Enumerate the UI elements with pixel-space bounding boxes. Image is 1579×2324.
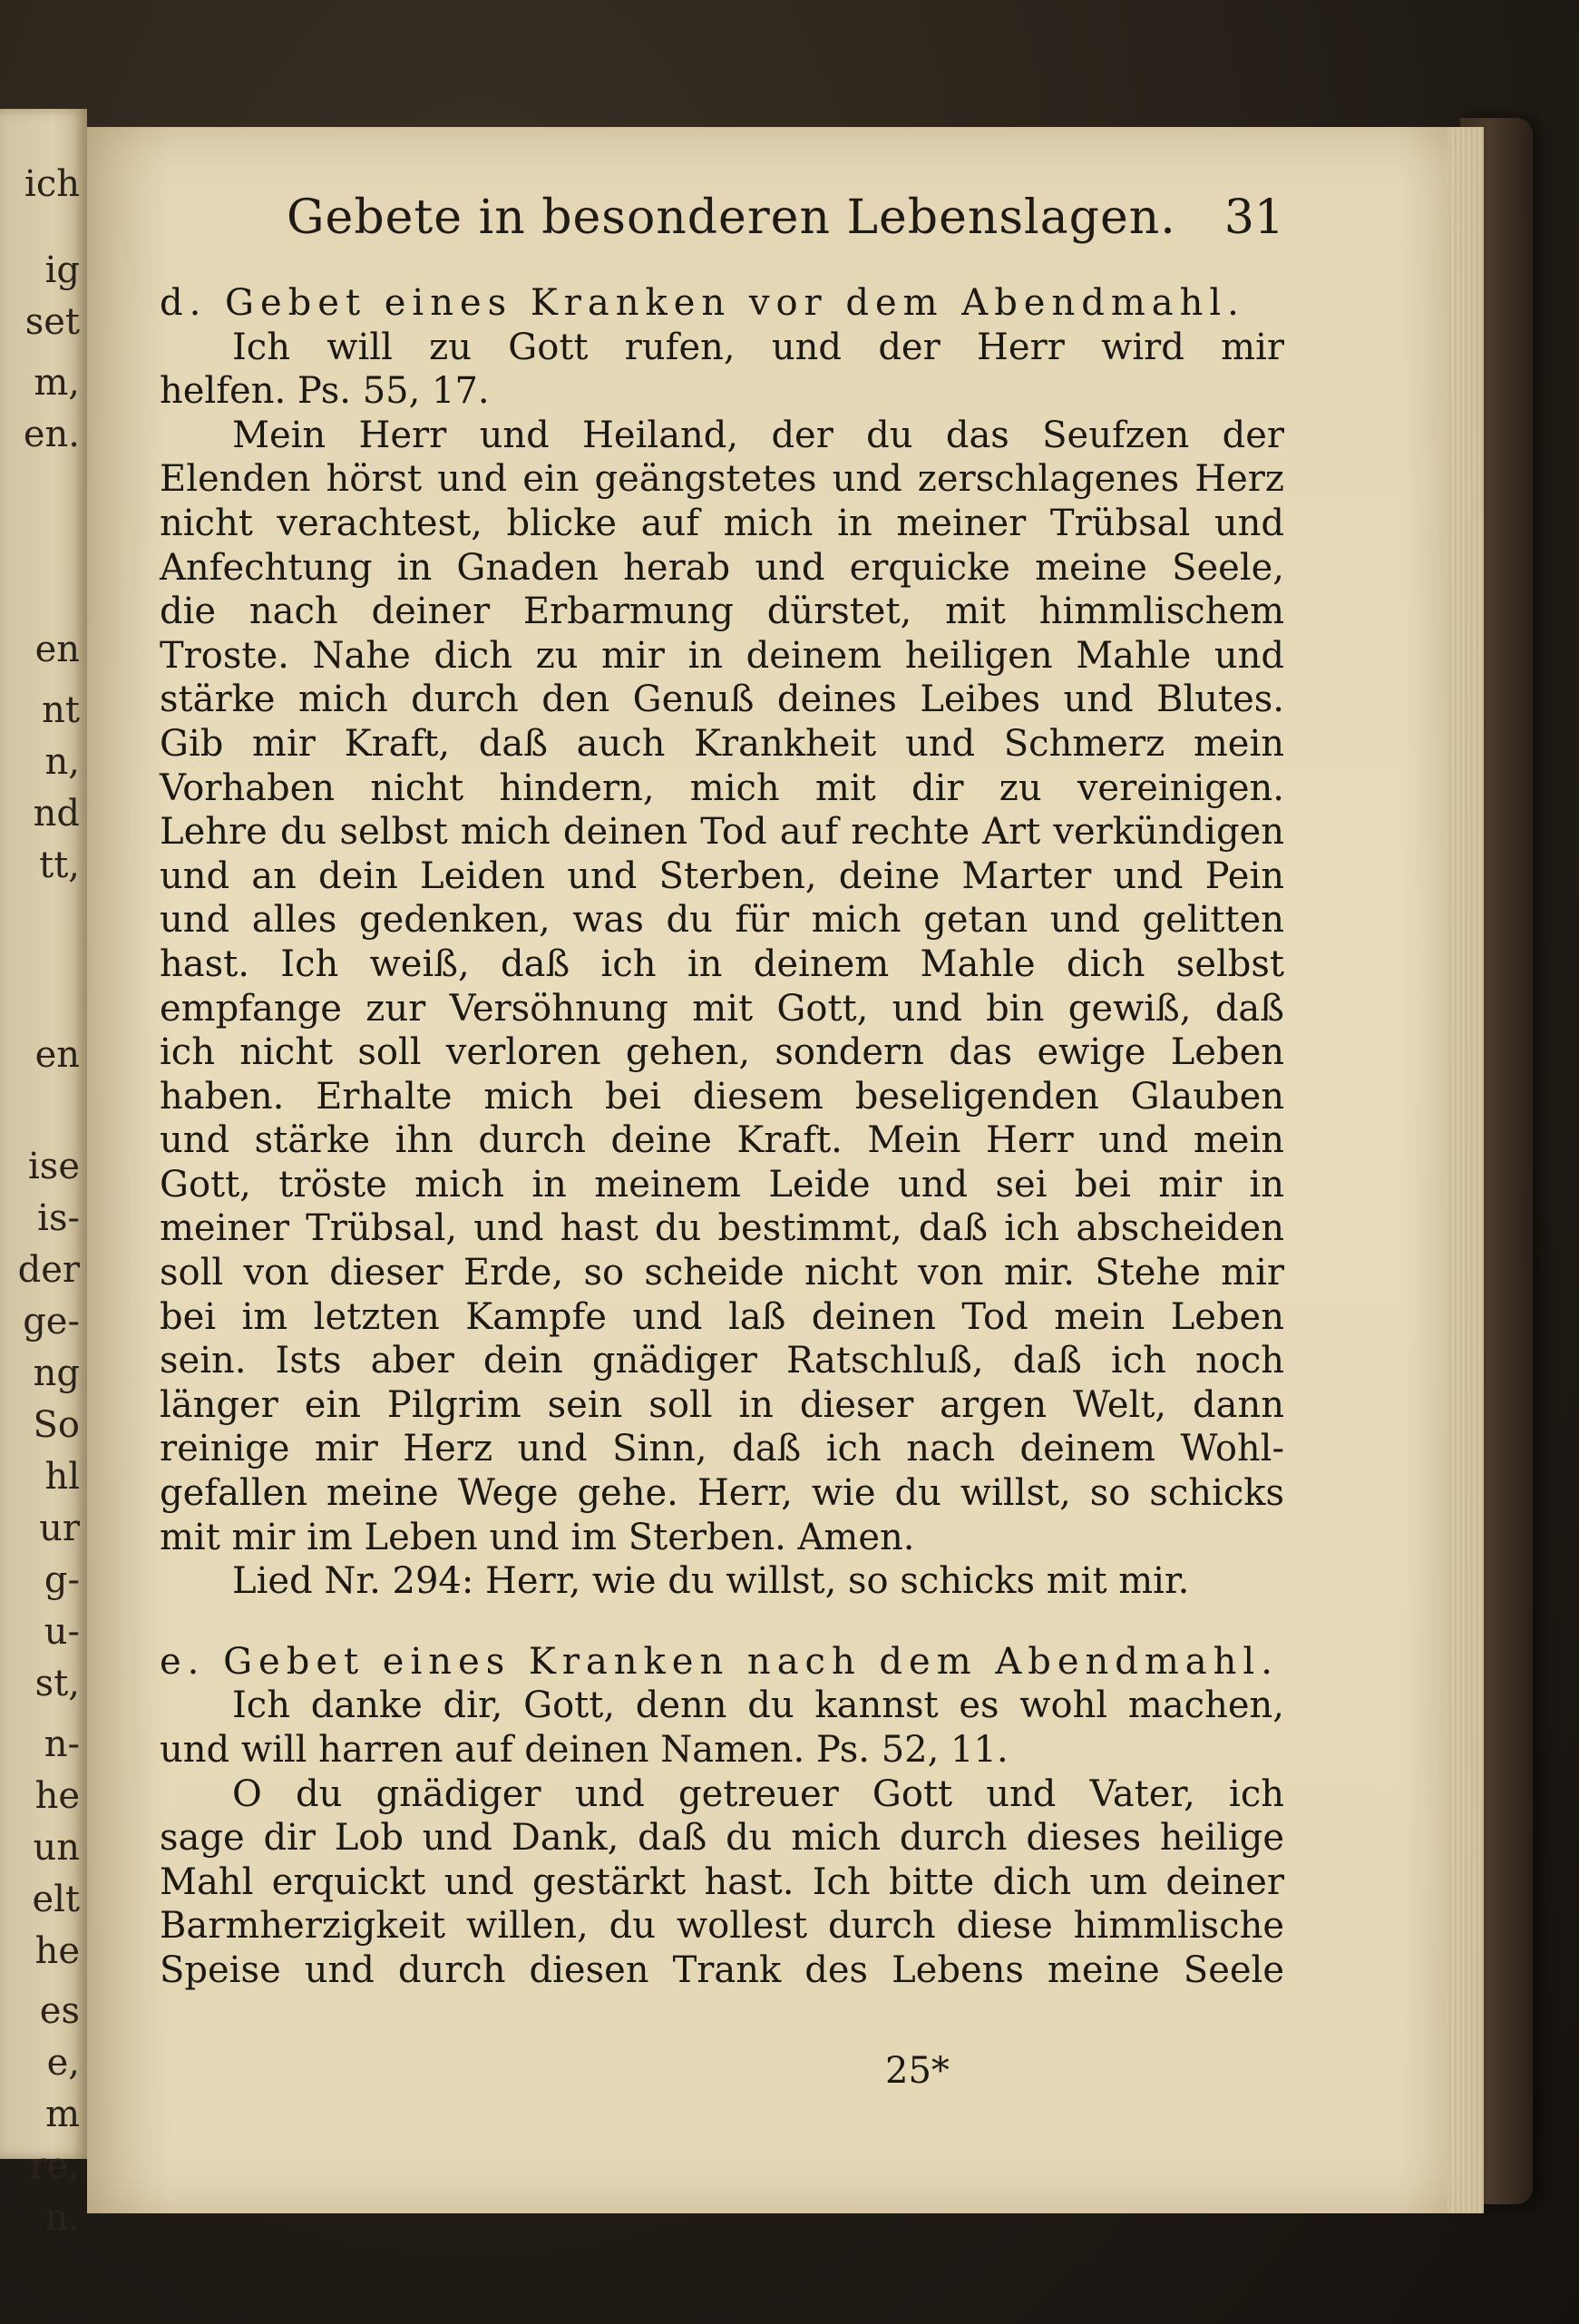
text-line: bei im letzten Kampfe und laß deinen Tod mein Leben (160, 1295, 1284, 1338)
left-page-fragment: m, (34, 361, 80, 404)
left-page-fragment: nd (33, 792, 80, 835)
left-page-fragment: ng (33, 1352, 80, 1394)
text-line: sage dir Lob und Dank, daß du mich durch dieses heilige (160, 1817, 1284, 1860)
left-page-fragment: ig (44, 249, 80, 291)
left-page-fragment: en. (23, 413, 80, 455)
text-line: Lied Nr. 294: Herr, wie du willst, so schicks mit mir. (232, 1560, 1190, 1603)
text-line: O du gnädiger und getreuer Gott und Vater, ich (232, 1772, 1284, 1815)
text-line: Lehre du selbst mich deinen Tod auf rechte Art verkündigen (160, 811, 1284, 854)
left-page-fragment: hl (44, 1456, 80, 1498)
left-page-fragment: en (34, 629, 80, 670)
left-page-fragment: he (34, 1929, 80, 1972)
left-page-fragment: der (17, 1249, 80, 1291)
text-line: hast. Ich weiß, daß ich in deinem Mahle dich selbst (160, 942, 1284, 985)
section-heading: d. Gebet eines Kranken vor dem Abendmahl. (160, 282, 1245, 324)
book-page (87, 127, 1484, 2213)
text-line: gefallen meine Wege gehe. Herr, wie du willst, so schicks (160, 1472, 1284, 1515)
left-page-fragment: ur (39, 1508, 80, 1549)
left-facing-page (0, 109, 87, 2239)
text-line: Mahl erquickt und gestärkt hast. Ich bitte dich um deiner (160, 1860, 1284, 1903)
text-line: Ich will zu Gott rufen, und der Herr wird mir (232, 326, 1284, 368)
text-line: mit mir im Leben und im Sterben. Amen. (160, 1516, 915, 1558)
text-line: sein. Ists aber dein gnädiger Ratschluß, daß ich noch (160, 1340, 1284, 1382)
text-line: Speise und durch diesen Trank des Lebens meine Seele (160, 1948, 1284, 1991)
text-line: Ich danke dir, Gott, denn du kannst es wohl machen, (232, 1684, 1284, 1727)
signature-mark: 25* (885, 2050, 950, 2092)
text-line: Barmherzigkeit willen, du wollest durch diese himmlische (160, 1905, 1284, 1948)
left-page-fragment: re, (29, 2145, 80, 2187)
left-page-fragment: elt (32, 1878, 80, 1920)
left-page-fragment: ise (28, 1146, 80, 1187)
left-page-fragment: g- (44, 1559, 80, 1601)
left-page-fragment: n. (44, 2197, 80, 2239)
text-line: die nach deiner Erbarmung dürstet, mit himmlischem (160, 591, 1284, 633)
text-line: haben. Erhalte mich bei diesem beseligenden Glauben (160, 1075, 1284, 1118)
text-line: helfen. Ps. 55, 17. (160, 370, 490, 413)
text-line: und alles gedenken, was du für mich getan und gelitten (160, 899, 1284, 942)
left-page-fragment: e, (46, 2042, 80, 2084)
text-line: Gib mir Kraft, daß auch Krankheit und Schmerz mein (160, 722, 1284, 765)
text-line: Elenden hörst und ein geängstetes und zerschlagenes Herz (160, 458, 1284, 501)
text-line: Mein Herr und Heiland, der du das Seufzen der (232, 414, 1284, 456)
left-page-fragment: u- (44, 1611, 80, 1653)
text-line: ich nicht soll verloren gehen, sondern das ewige Leben (160, 1031, 1284, 1074)
body-text (160, 281, 1284, 1993)
left-page-fragment: tt, (39, 844, 80, 886)
left-page-fragment: en (34, 1033, 80, 1076)
page-number: 31 (1223, 190, 1284, 245)
running-head (287, 190, 1284, 263)
left-page-fragment: ge- (23, 1301, 80, 1343)
left-page-fragment: n, (44, 740, 80, 783)
left-page-fragment: So (33, 1404, 80, 1446)
section-gap (160, 1604, 1284, 1640)
running-head-title: Gebete in besonderen Lebenslagen. (287, 190, 1176, 245)
text-line: länger ein Pilgrim sein soll in dieser argen Welt, dann (160, 1383, 1284, 1426)
text-line: und will harren auf deinen Namen. Ps. 52, 11. (160, 1729, 1009, 1771)
text-line: reinige mir Herz und Sinn, daß ich nach deinem Wohl- (160, 1428, 1284, 1470)
left-page-fragment: nt (42, 688, 80, 731)
text-line: stärke mich durch den Genuß deines Leibes und Blutes. (160, 679, 1284, 721)
left-page-fragment: n- (44, 1723, 80, 1765)
left-page-fragment: un (33, 1826, 80, 1869)
section-heading: e. Gebet eines Kranken nach dem Abendmahl. (160, 1640, 1279, 1683)
text-line: nicht verachtest, blicke auf mich in meiner Trübsal und (160, 502, 1284, 544)
left-page-fragment: is- (37, 1197, 80, 1239)
left-page-fragment: he (34, 1774, 80, 1817)
text-line: Vorhaben nicht hindern, mich mit dir zu vereinigen. (160, 767, 1284, 809)
text-line: und stärke ihn durch deine Kraft. Mein Herr und mein (160, 1119, 1284, 1162)
left-page-fragment: m (45, 2094, 80, 2135)
left-page-fragment: st, (34, 1663, 80, 1704)
left-page-fragment: es (39, 1990, 80, 2032)
text-line: empfange zur Versöhnung mit Gott, und bin gewiß, daß (160, 987, 1284, 1030)
left-page-fragment: ich (24, 163, 80, 205)
text-line: Anfechtung in Gnaden herab und erquicke meine Seele, (160, 546, 1284, 589)
text-line: soll von dieser Erde, so scheide nicht von mir. Stehe mir (160, 1252, 1284, 1294)
text-line: meiner Trübsal, und hast du bestimmt, daß ich abscheiden (160, 1207, 1284, 1250)
text-line: Gott, tröste mich in meinem Leide und sei bei mir in (160, 1163, 1284, 1206)
left-page-fragment: set (24, 301, 80, 343)
text-line: und an dein Leiden und Sterben, deine Marter und Pein (160, 854, 1284, 897)
text-line: Troste. Nahe dich zu mir in deinem heiligen Mahle und (160, 634, 1284, 677)
